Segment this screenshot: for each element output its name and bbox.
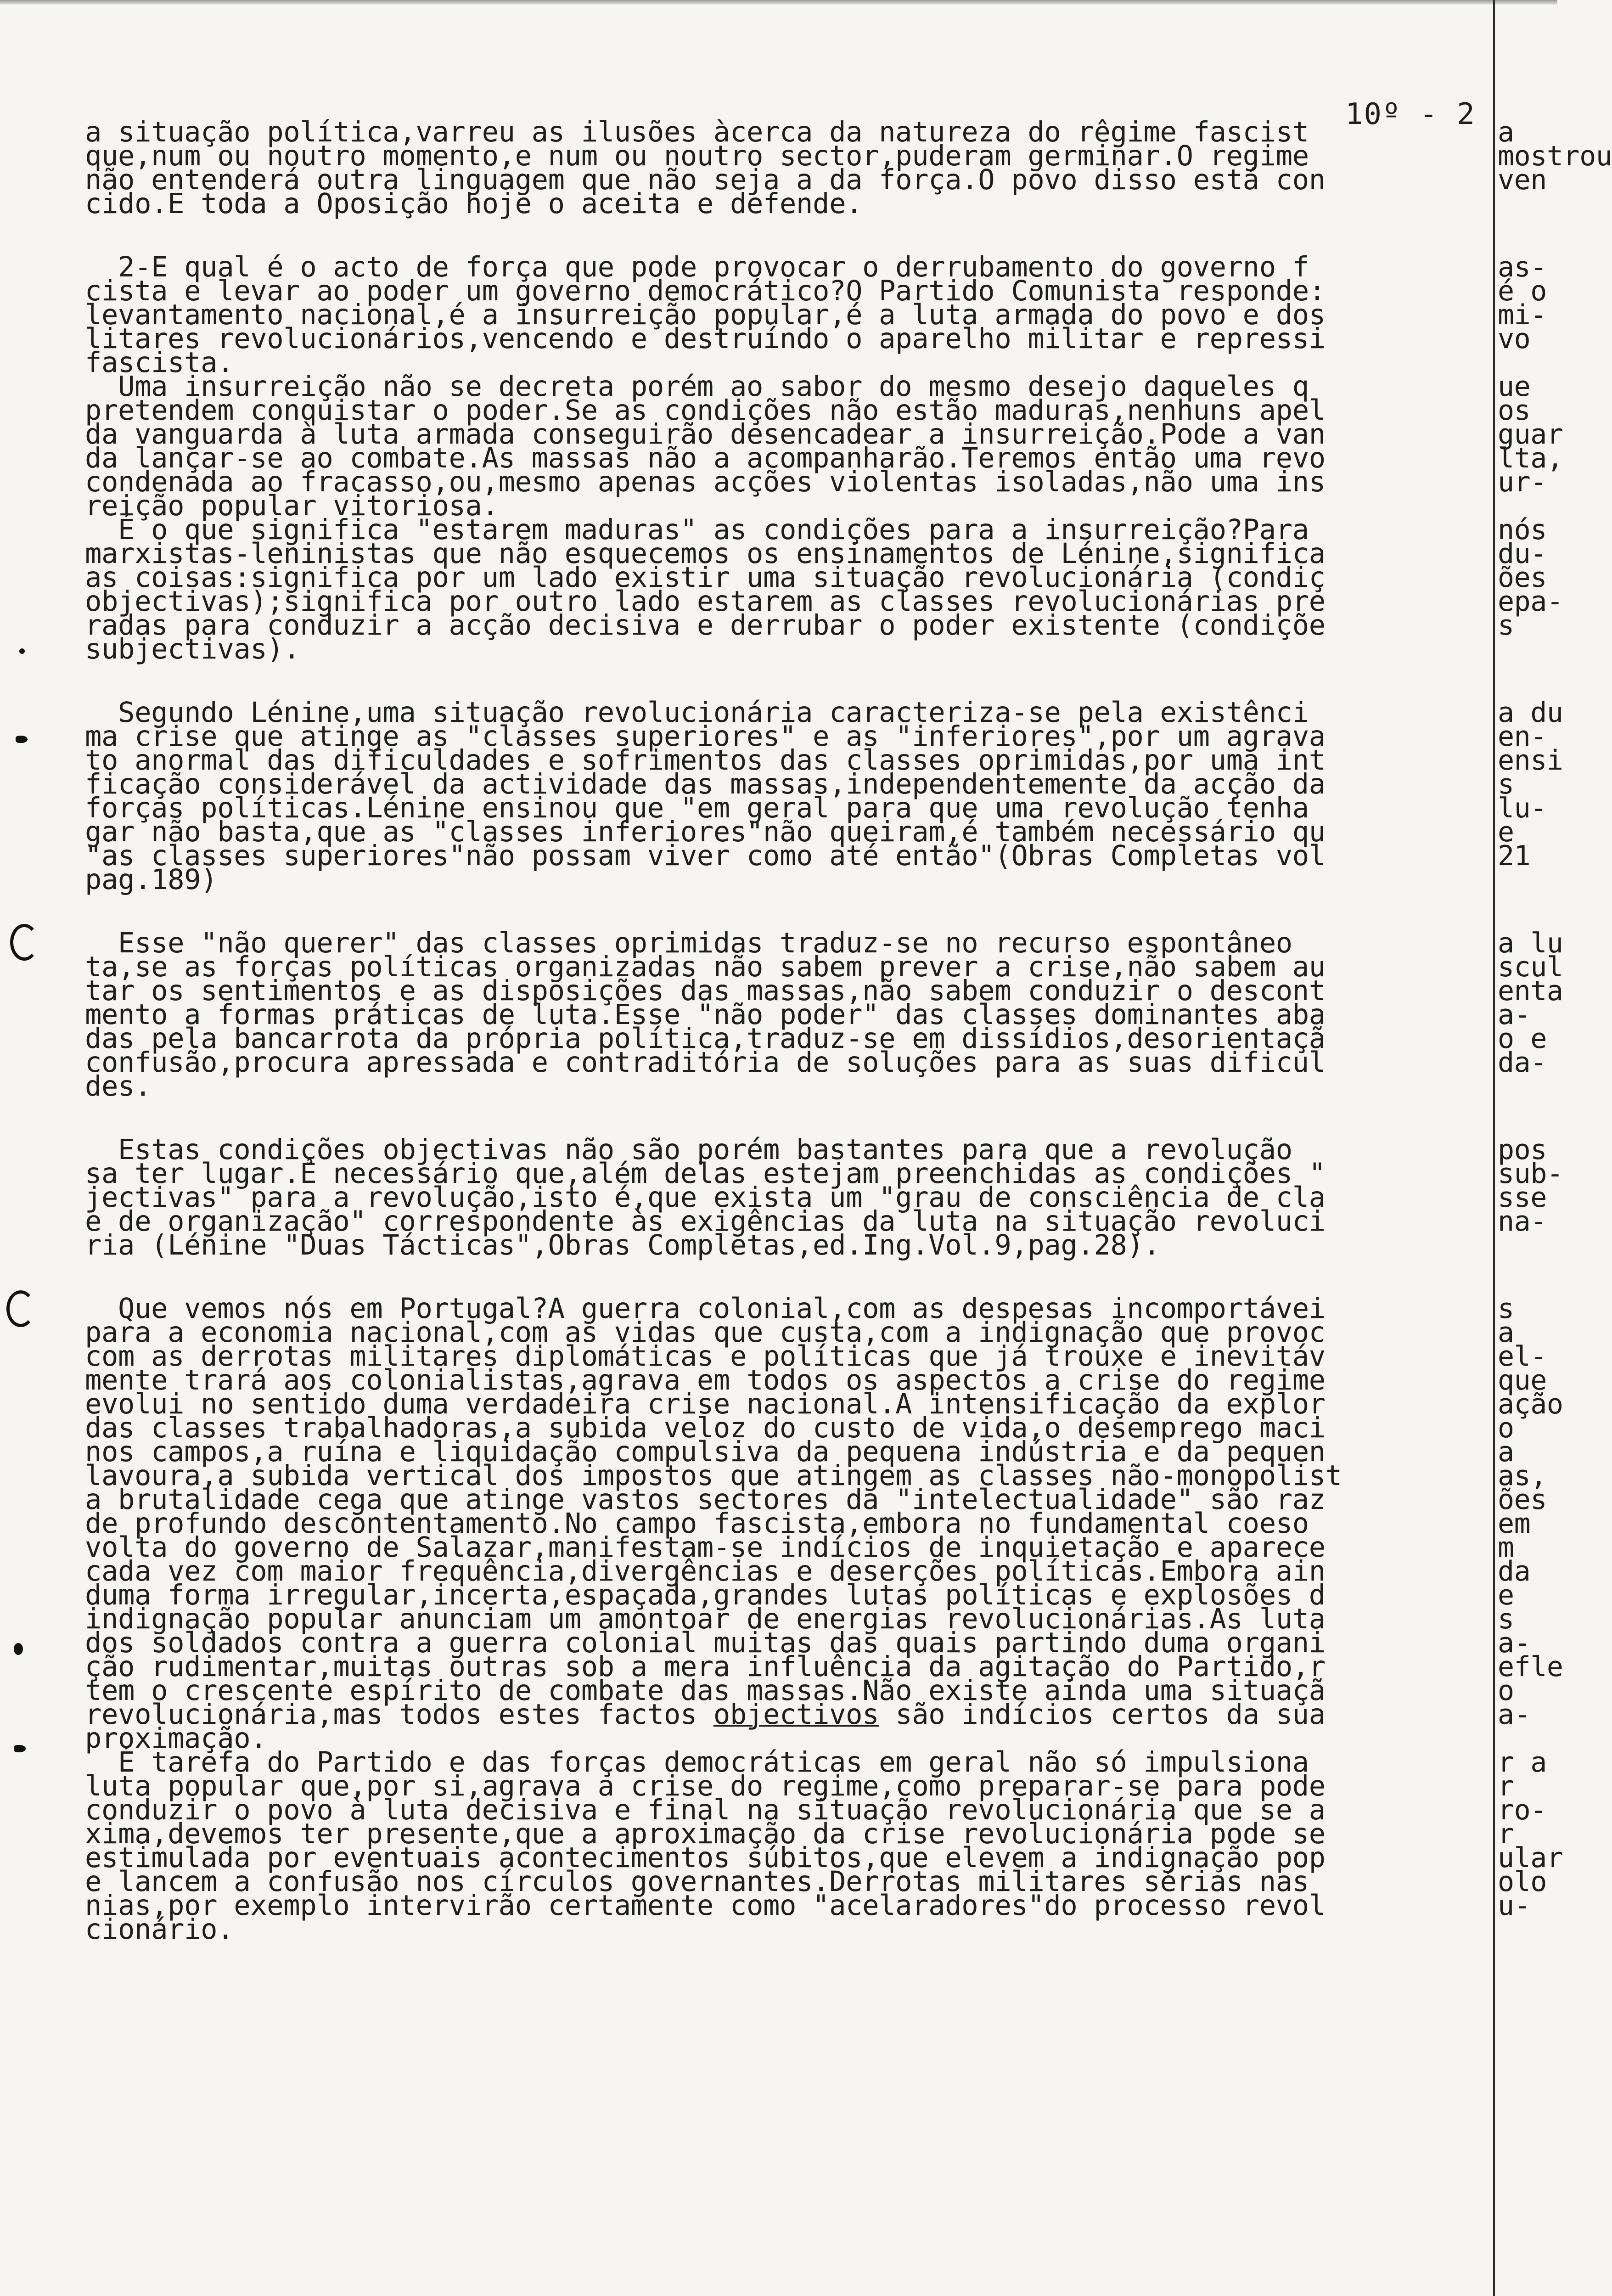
text-line: xima,devemos ter presente,que a aproximação da crise revolucionária pode se <box>85 1818 1326 1850</box>
margin-fragment: é o <box>1498 275 1547 307</box>
margin-fragment: ação <box>1498 1388 1563 1420</box>
text-line: mento a formas práticas de luta.Esse "não poder" das classes dominantes aba <box>85 999 1326 1031</box>
margin-fragment: r a <box>1498 1746 1547 1778</box>
text-line: evolui no sentido duma verdadeira crise nacional.A intensificação da explor <box>85 1388 1326 1420</box>
margin-fragment: a- <box>1498 1627 1531 1659</box>
text-line: jectivas" para a revolução,isto é,que exista um "grau de consciência de cla <box>85 1182 1326 1214</box>
text-line: luta popular que,por si,agrava a crise do regime,como preparar-se para pode <box>85 1770 1326 1802</box>
text-line: as coisas:significa por um lado existir uma situação revolucionária (condiç <box>85 562 1326 594</box>
margin-fragment: scul <box>1498 951 1563 983</box>
margin-fragment: que <box>1498 1364 1547 1396</box>
ink-mark <box>14 1745 26 1752</box>
text-line: subjectivas). <box>85 633 300 665</box>
text-line: cista e levar ao poder um governo democrático?O Partido Comunista responde: <box>85 275 1326 307</box>
margin-fragment: r <box>1498 1818 1514 1850</box>
text-line: revolucionária,mas todos estes factos objectivos são indícios certos da sua <box>85 1699 1326 1731</box>
margin-fragment: o <box>1498 1675 1514 1707</box>
margin-fragment: a <box>1498 1317 1514 1349</box>
text-line: cido.E toda a Oposição hoje o aceita e defende. <box>85 188 863 220</box>
margin-fragment: s <box>1498 1603 1514 1635</box>
punch-hole-icon <box>6 1290 35 1327</box>
text-line: tem o crescente espírito de combate das massas.Não existe ainda uma situaçã <box>85 1675 1326 1707</box>
text-line: levantamento nacional,é a insurreição popular,é a luta armada do povo e dos <box>85 299 1326 331</box>
text-line: a situação política,varreu as ilusões àcerca da natureza do rêgime fascist <box>85 116 1309 148</box>
text-line: com as derrotas militares diplomáticas e políticas que já trouxe e inevitáv <box>85 1340 1326 1373</box>
text-line: nos campos,a ruína e liquidação compulsiva da pequena indústria e da pequen <box>85 1436 1326 1468</box>
text-line: e lancem a confusão nos círculos governantes.Derrotas militares sérias nas <box>85 1866 1309 1898</box>
text-line: nias,por exemplo intervirão certamente como "acelaradores"do processo revol <box>85 1890 1326 1922</box>
text-line: ção rudimentar,muitas outras sob a mera influência da agitação do Partido,r <box>85 1651 1326 1683</box>
text-line: Esse "não querer" das classes oprimidas traduz-se no recurso espontâneo <box>85 927 1292 959</box>
text-line: e de organização" correspondente às exigências da luta na situação revoluci <box>85 1205 1326 1238</box>
margin-fragment: as, <box>1498 1460 1547 1492</box>
underlined-word: objectivos <box>713 1699 879 1731</box>
margin-fragment: da <box>1498 1555 1531 1587</box>
text-line: das pela bancarrota da própria política,traduz-se em dissídios,desorientaçã <box>85 1023 1326 1055</box>
text-line: confusão,procura apressada e contraditória de soluções para as suas dificul <box>85 1047 1326 1079</box>
margin-fragment: da- <box>1498 1047 1547 1079</box>
text-line: ma crise que atinge as "classes superiores" e as "inferiores",por um agrava <box>85 720 1326 753</box>
margin-fragment: e <box>1498 816 1514 848</box>
right-margin-rule <box>1493 0 1495 2296</box>
text-line: ta,se as forças políticas organizadas não sabem prever a crise,não sabem au <box>85 951 1326 983</box>
paragraph-gap <box>1498 661 1557 701</box>
text-line: É o que significa "estarem maduras" as condições para a insurreição?Para <box>85 514 1309 546</box>
text-line: Uma insurreição não se decreta porém ao sabor do mesmo desejo daqueles q <box>85 371 1309 403</box>
text-line: Que vemos nós em Portugal?A guerra colonial,com as despesas incomportávei <box>85 1293 1326 1325</box>
text-line: de profundo descontentamento.No campo fascista,embora no fundamental coeso <box>85 1508 1309 1540</box>
text-line: objectivas);significa por outro lado estarem as classes revolucionárias pre <box>85 585 1326 618</box>
text-line: gar não basta,que as "classes inferiores"não queiram,é também necessário qu <box>85 816 1326 848</box>
margin-fragment: os <box>1498 394 1531 427</box>
margin-fragment: sse <box>1498 1182 1547 1214</box>
text-line: litares revolucionários,vencendo e destruíndo o aparelho militar e repressi <box>85 323 1326 355</box>
margin-fragment: sub- <box>1498 1158 1563 1190</box>
margin-fragment: a du <box>1498 697 1563 729</box>
margin-fragment: mostrou <box>1498 140 1612 172</box>
margin-fragment: a <box>1498 1436 1514 1468</box>
margin-fragment: ro- <box>1498 1794 1547 1826</box>
text-line: dos soldados contra a guerra colonial muitas das quais partindo duma organi <box>85 1627 1326 1659</box>
margin-fragment: vo <box>1498 323 1531 355</box>
margin-fragment: guar <box>1498 418 1563 450</box>
text-line: condenada ao fracasso,ou,mesmo apenas acções violentas isoladas,não uma ins <box>85 466 1326 498</box>
text-line: não entenderá outra linguagem que não seja a da força.O povo disso está con <box>85 164 1326 196</box>
text-line: cada vez com maior frequência,divergências e deserções políticas.Embora ain <box>85 1555 1326 1587</box>
margin-fragment: mi- <box>1498 299 1547 331</box>
text-line: Segundo Lénine,uma situação revolucionária caracteriza-se pela existênci <box>85 697 1309 729</box>
margin-fragment: s <box>1498 1293 1514 1325</box>
margin-fragment: el- <box>1498 1340 1547 1373</box>
paragraph-gap <box>85 1257 1490 1297</box>
margin-fragment: e <box>1498 1579 1514 1611</box>
text-line: ficação considerável da actividade das massas,independentemente da acção da <box>85 768 1326 800</box>
text-line: 2-E qual é o acto de força que pode provocar o derrubamento do governo f <box>85 251 1309 283</box>
text-line: das classes trabalhadoras,a subida veloz do custo de vida,o desemprego maci <box>85 1412 1326 1444</box>
text-line: que,num ou noutro momento,e num ou noutro sector,puderam germinar.O regime <box>85 140 1309 172</box>
margin-fragment: pos <box>1498 1134 1547 1166</box>
text-line: Estas condições objectivas não são porém bastantes para que a revolução <box>85 1134 1292 1166</box>
text-line: pretendem conquistar o poder.Se as condições não estão maduras,nenhuns apel <box>85 394 1326 427</box>
text-line: marxistas-leninistas que não esquecemos os ensinamentos de Lénine,significa <box>85 538 1326 570</box>
page-number: 10º - 2 <box>1345 97 1476 131</box>
text-line: fascista. <box>85 347 234 379</box>
margin-fragment: ur- <box>1498 466 1547 498</box>
paragraph-gap <box>1498 892 1557 931</box>
top-edge-shadow <box>0 0 1557 5</box>
margin-fragment: ões <box>1498 562 1547 594</box>
text-line: cionário. <box>85 1913 234 1946</box>
margin-fragments <box>1498 116 1612 1941</box>
paragraph-gap <box>85 892 1490 931</box>
paragraph-gap <box>1498 1098 1557 1138</box>
punch-hole-icon <box>10 924 39 961</box>
margin-fragment: ven <box>1498 164 1547 196</box>
margin-fragment: r <box>1498 1770 1514 1802</box>
margin-fragment: as- <box>1498 251 1547 283</box>
body-text <box>85 116 1490 1946</box>
ink-dot <box>19 648 25 654</box>
text-line: volta do governo de Salazar,manifestam-se indícios de inquietação e aparece <box>85 1531 1326 1564</box>
text-line: duma forma irregular,incerta,espaçada,grandes lutas políticas e explosões d <box>85 1579 1326 1611</box>
text-line: radas para conduzir a acção decisiva e derrubar o poder existente (condiçõe <box>85 609 1326 642</box>
margin-fragment: a <box>1498 116 1514 148</box>
margin-fragment: em <box>1498 1508 1531 1540</box>
margin-fragment: ões <box>1498 1484 1547 1516</box>
text-line: proximação. <box>85 1722 267 1755</box>
margin-fragment: olo <box>1498 1866 1547 1898</box>
margin-fragment: nós <box>1498 514 1547 546</box>
text-line: ria (Lénine "Duas Tácticas",Obras Completas,ed.Ing.Vol.9,pag.28). <box>85 1229 1160 1261</box>
text-line: tar os sentimentos e as disposições das massas,não sabem conduzir o descont <box>85 975 1326 1007</box>
margin-fragment: u- <box>1498 1890 1531 1922</box>
margin-fragment: lta, <box>1498 442 1563 474</box>
text-line: a brutalidade cega que atinge vastos sectores da "intelectualidade" são raz <box>85 1484 1326 1516</box>
paragraph-gap <box>85 216 1490 255</box>
margin-fragment: m <box>1498 1531 1514 1564</box>
text-line: to anormal das dificuldades e sofrimentos das classes oprimidas,por uma int <box>85 744 1326 777</box>
text-line: des. <box>85 1070 152 1103</box>
text-line: indignação popular anunciam um amontoar de energias revolucionárias.As luta <box>85 1603 1326 1635</box>
margin-fragment: o e <box>1498 1023 1547 1055</box>
margin-fragment: du- <box>1498 538 1547 570</box>
margin-fragment: 21 <box>1498 840 1531 872</box>
margin-fragment: a- <box>1498 999 1531 1031</box>
margin-fragment: a lu <box>1498 927 1563 959</box>
margin-fragment: ensi <box>1498 744 1563 777</box>
ink-dot <box>14 1643 23 1655</box>
text-line: reição popular vitoriosa. <box>85 490 499 522</box>
margin-fragment: s <box>1498 768 1514 800</box>
margin-fragment: efle <box>1498 1651 1563 1683</box>
text-line: para a economia nacional,com as vidas que custa,com a indignação que provoc <box>85 1317 1326 1349</box>
margin-fragment <box>1498 637 1557 661</box>
paragraph-gap <box>85 661 1490 701</box>
text-line: da lançar-se ao combate.As massas não a acompanharão.Teremos então uma revo <box>85 442 1326 474</box>
paragraph-gap <box>1498 216 1557 255</box>
margin-fragment: lu- <box>1498 792 1547 824</box>
margin-fragment: a- <box>1498 1699 1531 1731</box>
margin-fragment: ular <box>1498 1842 1563 1874</box>
text-line: "as classes superiores"não possam viver como até então"(Obras Completas vol <box>85 840 1326 872</box>
text-line: estimulada por eventuais acontecimentos súbitos,que elevem a indignação pop <box>85 1842 1326 1874</box>
margin-fragment: o <box>1498 1412 1514 1444</box>
text-line: mente trará aos colonialistas,agrava em todos os aspectos a crise do regime <box>85 1364 1326 1396</box>
margin-fragment: epa- <box>1498 585 1563 618</box>
margin-fragment: ue <box>1498 371 1531 403</box>
paragraph-gap <box>1498 1257 1557 1297</box>
text-line: pag.189) <box>85 864 218 896</box>
margin-fragment: s <box>1498 609 1514 642</box>
margin-fragment: na- <box>1498 1205 1547 1238</box>
text-line: sa ter lugar.É necessário que,além delas estejam preenchidas as condições " <box>85 1158 1326 1190</box>
text-line: da vanguarda à luta armada conseguirão desencadear a insurreição.Pode a van <box>85 418 1326 450</box>
ink-mark <box>16 736 28 743</box>
text-line: lavoura,a subida vertical dos impostos que atingem as classes não-monopolist <box>85 1460 1342 1492</box>
paragraph-gap <box>85 1098 1490 1138</box>
text-line: É tarefa do Partido e das forças democráticas em geral não só impulsiona <box>85 1746 1309 1778</box>
text-line: conduzir o povo à luta decisiva e final na situação revolucionária que se a <box>85 1794 1326 1826</box>
text-line: forças políticas.Lénine ensinou que "em geral para que uma revolução tenha <box>85 792 1309 824</box>
margin-fragment: enta <box>1498 975 1563 1007</box>
margin-fragment: en- <box>1498 720 1547 753</box>
